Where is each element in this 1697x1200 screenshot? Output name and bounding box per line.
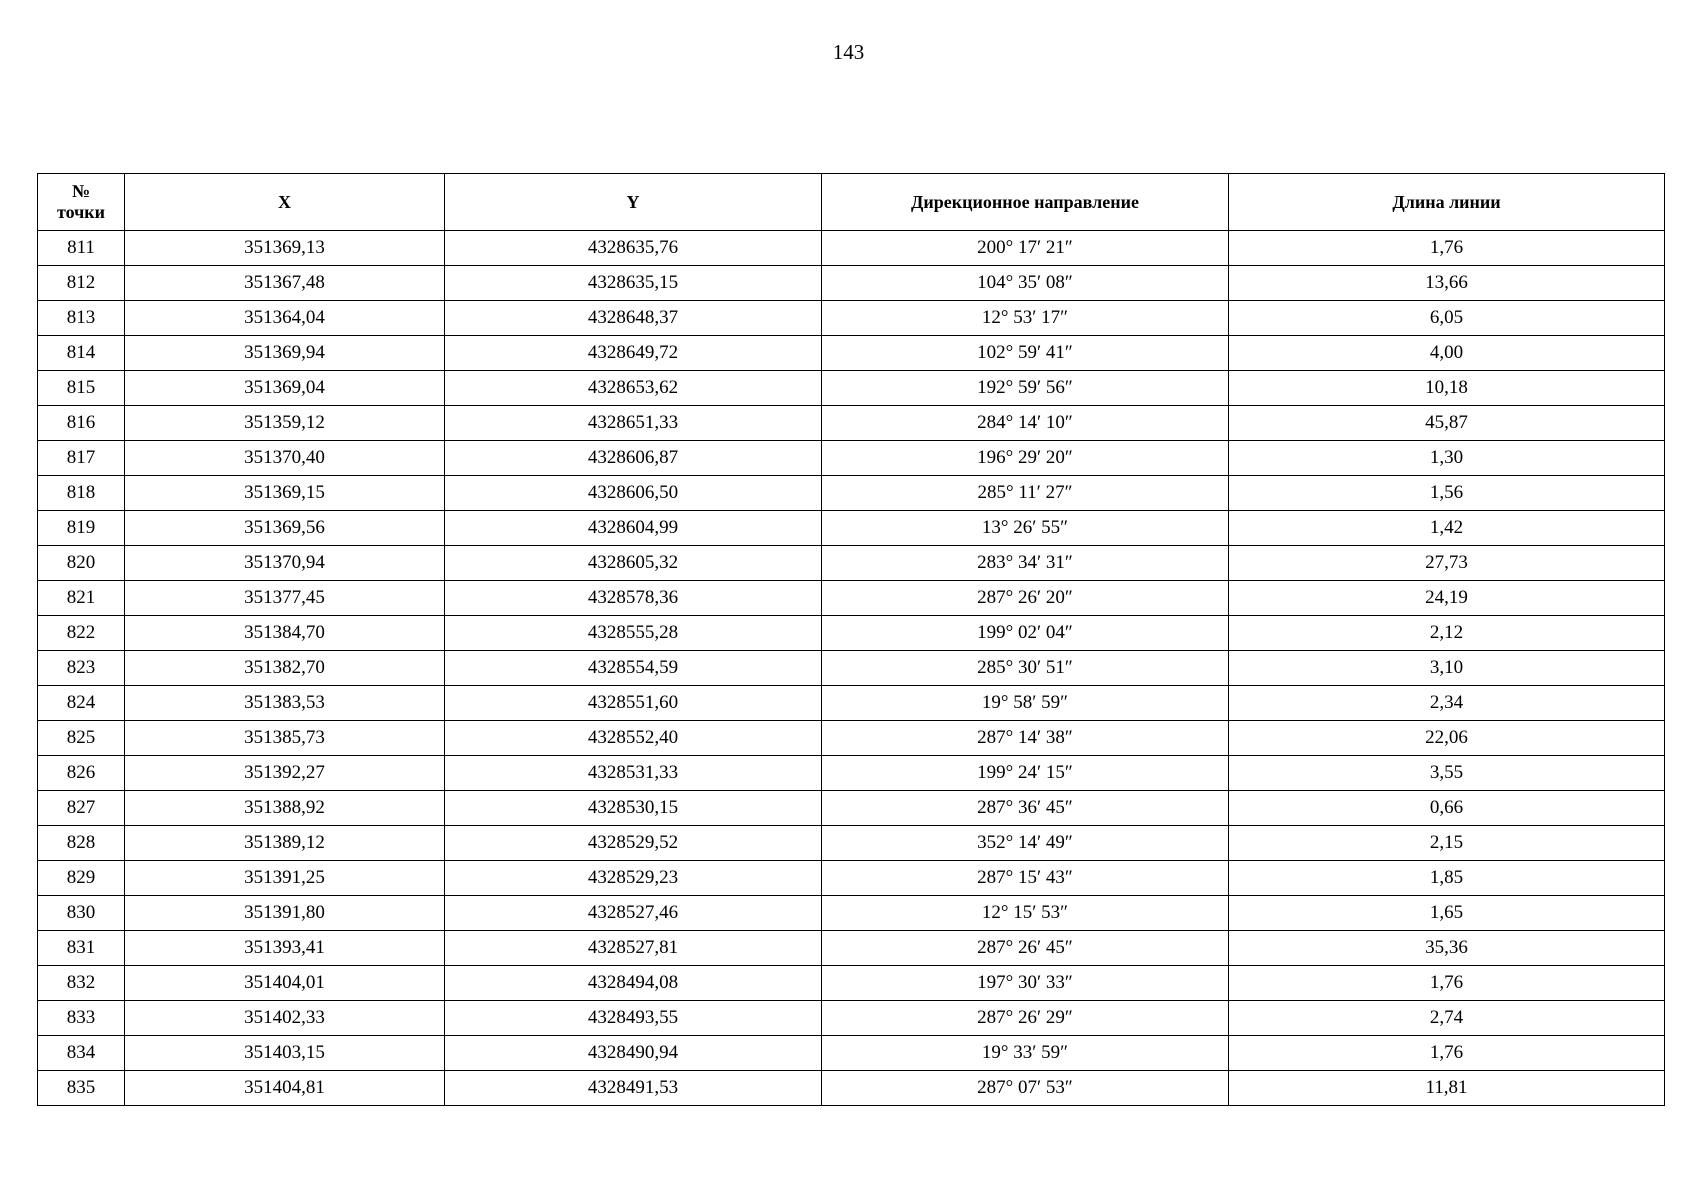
cell-x: 351389,12 [125, 826, 445, 861]
cell-y: 4328490,94 [445, 1036, 822, 1071]
cell-direction: 285° 30′ 51″ [822, 651, 1229, 686]
cell-direction: 287° 15′ 43″ [822, 861, 1229, 896]
cell-point-number: 829 [38, 861, 125, 896]
cell-length: 13,66 [1229, 266, 1665, 301]
cell-length: 1,30 [1229, 441, 1665, 476]
cell-y: 4328552,40 [445, 721, 822, 756]
cell-direction: 199° 02′ 04″ [822, 616, 1229, 651]
cell-point-number: 815 [38, 371, 125, 406]
table-row [38, 756, 1665, 791]
table-row [38, 231, 1665, 266]
cell-point-number: 835 [38, 1071, 125, 1106]
cell-y: 4328551,60 [445, 686, 822, 721]
cell-x: 351369,04 [125, 371, 445, 406]
cell-point-number: 834 [38, 1036, 125, 1071]
table-row [38, 441, 1665, 476]
cell-length: 2,74 [1229, 1001, 1665, 1036]
cell-direction: 19° 58′ 59″ [822, 686, 1229, 721]
cell-direction: 283° 34′ 31″ [822, 546, 1229, 581]
cell-y: 4328605,32 [445, 546, 822, 581]
cell-x: 351369,56 [125, 511, 445, 546]
cell-point-number: 832 [38, 966, 125, 1001]
table-row [38, 721, 1665, 756]
cell-direction: 12° 15′ 53″ [822, 896, 1229, 931]
cell-length: 27,73 [1229, 546, 1665, 581]
cell-y: 4328578,36 [445, 581, 822, 616]
cell-y: 4328491,53 [445, 1071, 822, 1106]
table-row [38, 546, 1665, 581]
header-direction: Дирекционное направление [822, 174, 1229, 231]
cell-point-number: 814 [38, 336, 125, 371]
cell-point-number: 828 [38, 826, 125, 861]
cell-direction: 192° 59′ 56″ [822, 371, 1229, 406]
cell-point-number: 820 [38, 546, 125, 581]
cell-y: 4328494,08 [445, 966, 822, 1001]
header-length: Длина линии [1229, 174, 1665, 231]
cell-length: 2,15 [1229, 826, 1665, 861]
table-row [38, 1071, 1665, 1106]
table-row [38, 406, 1665, 441]
cell-x: 351391,80 [125, 896, 445, 931]
table-header [38, 174, 1665, 231]
cell-y: 4328653,62 [445, 371, 822, 406]
cell-direction: 19° 33′ 59″ [822, 1036, 1229, 1071]
table-row [38, 931, 1665, 966]
cell-point-number: 833 [38, 1001, 125, 1036]
cell-length: 10,18 [1229, 371, 1665, 406]
cell-y: 4328648,37 [445, 301, 822, 336]
table-row [38, 651, 1665, 686]
cell-direction: 200° 17′ 21″ [822, 231, 1229, 266]
header-num-word: точки [56, 202, 106, 222]
cell-x: 351404,81 [125, 1071, 445, 1106]
cell-length: 1,85 [1229, 861, 1665, 896]
cell-x: 351382,70 [125, 651, 445, 686]
cell-direction: 284° 14′ 10″ [822, 406, 1229, 441]
cell-length: 1,56 [1229, 476, 1665, 511]
header-num-symbol: № [71, 181, 91, 201]
cell-point-number: 812 [38, 266, 125, 301]
cell-x: 351369,13 [125, 231, 445, 266]
cell-point-number: 819 [38, 511, 125, 546]
cell-x: 351369,15 [125, 476, 445, 511]
cell-point-number: 823 [38, 651, 125, 686]
cell-y: 4328531,33 [445, 756, 822, 791]
cell-y: 4328635,76 [445, 231, 822, 266]
cell-point-number: 830 [38, 896, 125, 931]
cell-length: 1,42 [1229, 511, 1665, 546]
table-row [38, 1001, 1665, 1036]
cell-y: 4328635,15 [445, 266, 822, 301]
cell-direction: 199° 24′ 15″ [822, 756, 1229, 791]
cell-length: 1,76 [1229, 966, 1665, 1001]
table-row [38, 371, 1665, 406]
cell-direction: 12° 53′ 17″ [822, 301, 1229, 336]
cell-y: 4328555,28 [445, 616, 822, 651]
cell-direction: 285° 11′ 27″ [822, 476, 1229, 511]
table-row [38, 966, 1665, 1001]
cell-x: 351403,15 [125, 1036, 445, 1071]
cell-x: 351370,40 [125, 441, 445, 476]
cell-length: 1,76 [1229, 231, 1665, 266]
cell-direction: 287° 36′ 45″ [822, 791, 1229, 826]
cell-direction: 287° 26′ 29″ [822, 1001, 1229, 1036]
cell-point-number: 826 [38, 756, 125, 791]
cell-x: 351377,45 [125, 581, 445, 616]
cell-length: 24,19 [1229, 581, 1665, 616]
cell-y: 4328527,81 [445, 931, 822, 966]
cell-direction: 104° 35′ 08″ [822, 266, 1229, 301]
table-row [38, 301, 1665, 336]
table-row [38, 581, 1665, 616]
cell-x: 351364,04 [125, 301, 445, 336]
table-row [38, 1036, 1665, 1071]
cell-point-number: 813 [38, 301, 125, 336]
cell-x: 351388,92 [125, 791, 445, 826]
cell-direction: 287° 14′ 38″ [822, 721, 1229, 756]
cell-y: 4328529,52 [445, 826, 822, 861]
table-row [38, 896, 1665, 931]
cell-length: 2,34 [1229, 686, 1665, 721]
cell-point-number: 818 [38, 476, 125, 511]
cell-x: 351402,33 [125, 1001, 445, 1036]
cell-y: 4328527,46 [445, 896, 822, 931]
cell-length: 45,87 [1229, 406, 1665, 441]
cell-y: 4328651,33 [445, 406, 822, 441]
cell-x: 351369,94 [125, 336, 445, 371]
cell-x: 351392,27 [125, 756, 445, 791]
table-row [38, 266, 1665, 301]
table-row [38, 826, 1665, 861]
cell-point-number: 822 [38, 616, 125, 651]
cell-direction: 352° 14′ 49″ [822, 826, 1229, 861]
cell-direction: 287° 07′ 53″ [822, 1071, 1229, 1106]
cell-x: 351391,25 [125, 861, 445, 896]
cell-y: 4328530,15 [445, 791, 822, 826]
cell-y: 4328554,59 [445, 651, 822, 686]
table-row [38, 511, 1665, 546]
cell-point-number: 821 [38, 581, 125, 616]
cell-x: 351367,48 [125, 266, 445, 301]
header-point-number [38, 174, 125, 231]
cell-length: 3,10 [1229, 651, 1665, 686]
cell-point-number: 827 [38, 791, 125, 826]
cell-y: 4328649,72 [445, 336, 822, 371]
table-row [38, 861, 1665, 896]
table-row [38, 336, 1665, 371]
table-row [38, 476, 1665, 511]
header-x: X [125, 174, 445, 231]
cell-x: 351384,70 [125, 616, 445, 651]
cell-direction: 197° 30′ 33″ [822, 966, 1229, 1001]
table-body [38, 231, 1665, 1106]
cell-point-number: 816 [38, 406, 125, 441]
cell-y: 4328604,99 [445, 511, 822, 546]
cell-x: 351393,41 [125, 931, 445, 966]
cell-direction: 287° 26′ 45″ [822, 931, 1229, 966]
coordinates-table [37, 173, 1665, 1106]
cell-point-number: 825 [38, 721, 125, 756]
cell-length: 0,66 [1229, 791, 1665, 826]
cell-point-number: 824 [38, 686, 125, 721]
cell-length: 6,05 [1229, 301, 1665, 336]
cell-y: 4328606,50 [445, 476, 822, 511]
cell-length: 2,12 [1229, 616, 1665, 651]
table-row [38, 791, 1665, 826]
cell-direction: 287° 26′ 20″ [822, 581, 1229, 616]
cell-y: 4328529,23 [445, 861, 822, 896]
cell-direction: 196° 29′ 20″ [822, 441, 1229, 476]
cell-y: 4328606,87 [445, 441, 822, 476]
cell-length: 1,76 [1229, 1036, 1665, 1071]
cell-y: 4328493,55 [445, 1001, 822, 1036]
cell-x: 351385,73 [125, 721, 445, 756]
cell-length: 4,00 [1229, 336, 1665, 371]
cell-x: 351404,01 [125, 966, 445, 1001]
cell-x: 351370,94 [125, 546, 445, 581]
cell-point-number: 811 [38, 231, 125, 266]
cell-x: 351359,12 [125, 406, 445, 441]
cell-length: 11,81 [1229, 1071, 1665, 1106]
cell-length: 35,36 [1229, 931, 1665, 966]
cell-length: 22,06 [1229, 721, 1665, 756]
table-row [38, 616, 1665, 651]
cell-x: 351383,53 [125, 686, 445, 721]
cell-direction: 102° 59′ 41″ [822, 336, 1229, 371]
cell-point-number: 831 [38, 931, 125, 966]
header-row [38, 174, 1665, 231]
cell-point-number: 817 [38, 441, 125, 476]
header-y: Y [445, 174, 822, 231]
cell-length: 1,65 [1229, 896, 1665, 931]
page-number: 143 [832, 40, 865, 64]
table-row [38, 686, 1665, 721]
cell-direction: 13° 26′ 55″ [822, 511, 1229, 546]
cell-length: 3,55 [1229, 756, 1665, 791]
